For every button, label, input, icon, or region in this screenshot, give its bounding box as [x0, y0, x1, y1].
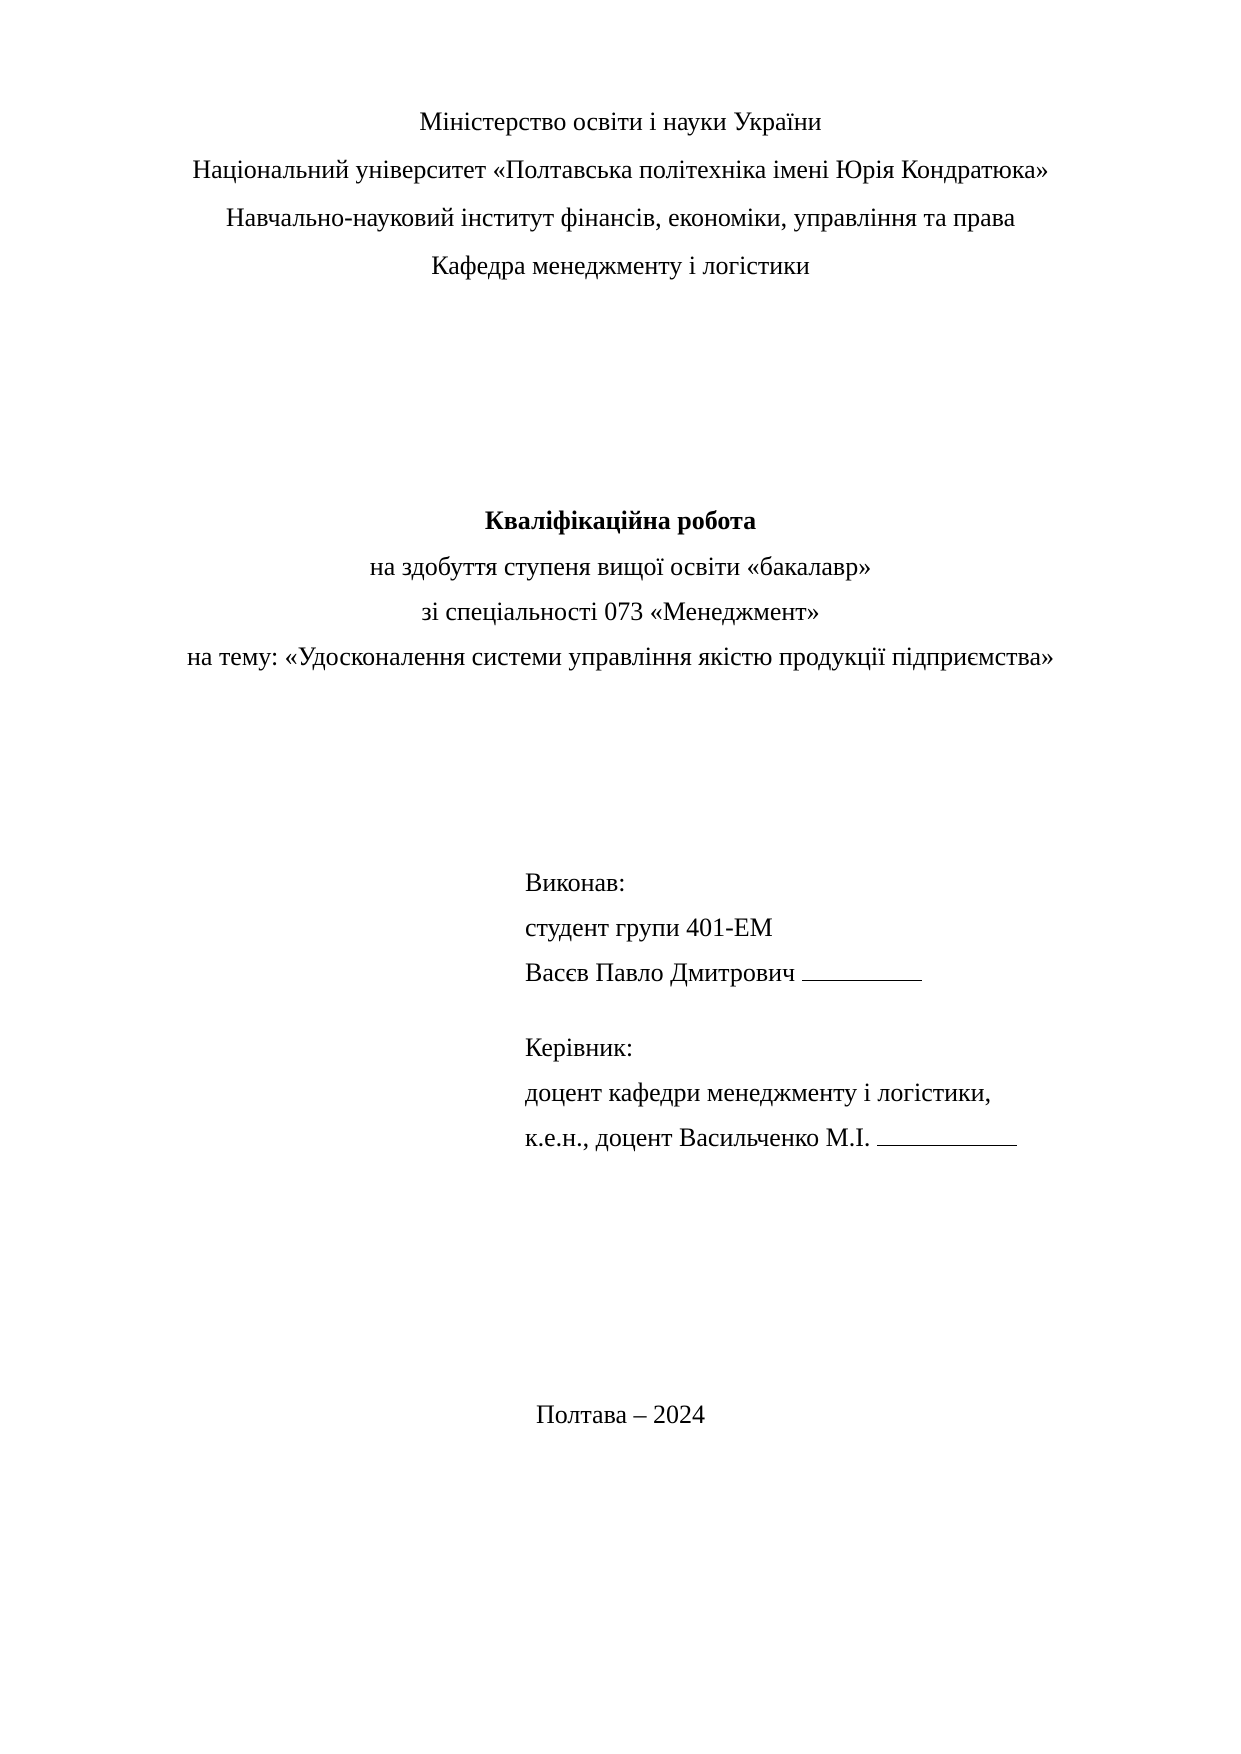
place-year: Полтава – 2024: [535, 1400, 706, 1429]
supervisor-label: Керівник:: [525, 1033, 634, 1062]
institute-line: Навчально-науковий інститут фінансів, економіки, управління та права: [225, 203, 1016, 232]
university-line: Національний університет «Полтавська політехніка імені Юрія Кондратюка»: [192, 155, 1049, 184]
signature-section: [525, 860, 1017, 1160]
supervisor-name: к.е.н., доцент Васильченко М.І.: [525, 1123, 871, 1152]
department-line: Кафедра менеджменту і логістики: [431, 251, 810, 280]
author-label: Виконав:: [525, 868, 626, 897]
supervisor-position: доцент кафедри менеджменту і логістики,: [525, 1078, 992, 1107]
page-content: [120, 0, 1121, 1754]
thesis-title-block: [120, 498, 1121, 679]
topic-line: на тему: «Удосконалення системи управління якістю продукції підприємства»: [186, 642, 1054, 671]
ministry-line: Міністерство освіти і науки України: [419, 107, 822, 136]
document-type-title: Кваліфікаційна робота: [484, 506, 757, 535]
author-name: Васєв Павло Дмитрович: [525, 958, 796, 987]
author-signature-line: [802, 980, 922, 981]
degree-line: на здобуття ступеня вищої освіти «бакалавр»: [369, 552, 872, 581]
supervisor-name-row: [525, 1115, 1017, 1160]
author-group: студент групи 401-ЕМ: [525, 913, 773, 942]
specialty-line: зі спеціальності 073 «Менеджмент»: [421, 597, 820, 626]
institution-header: [120, 98, 1121, 290]
supervisor-signature-line: [877, 1145, 1017, 1146]
page-footer: [120, 1398, 1121, 1432]
signature-spacer: [525, 995, 1017, 1025]
author-name-row: [525, 950, 1017, 995]
